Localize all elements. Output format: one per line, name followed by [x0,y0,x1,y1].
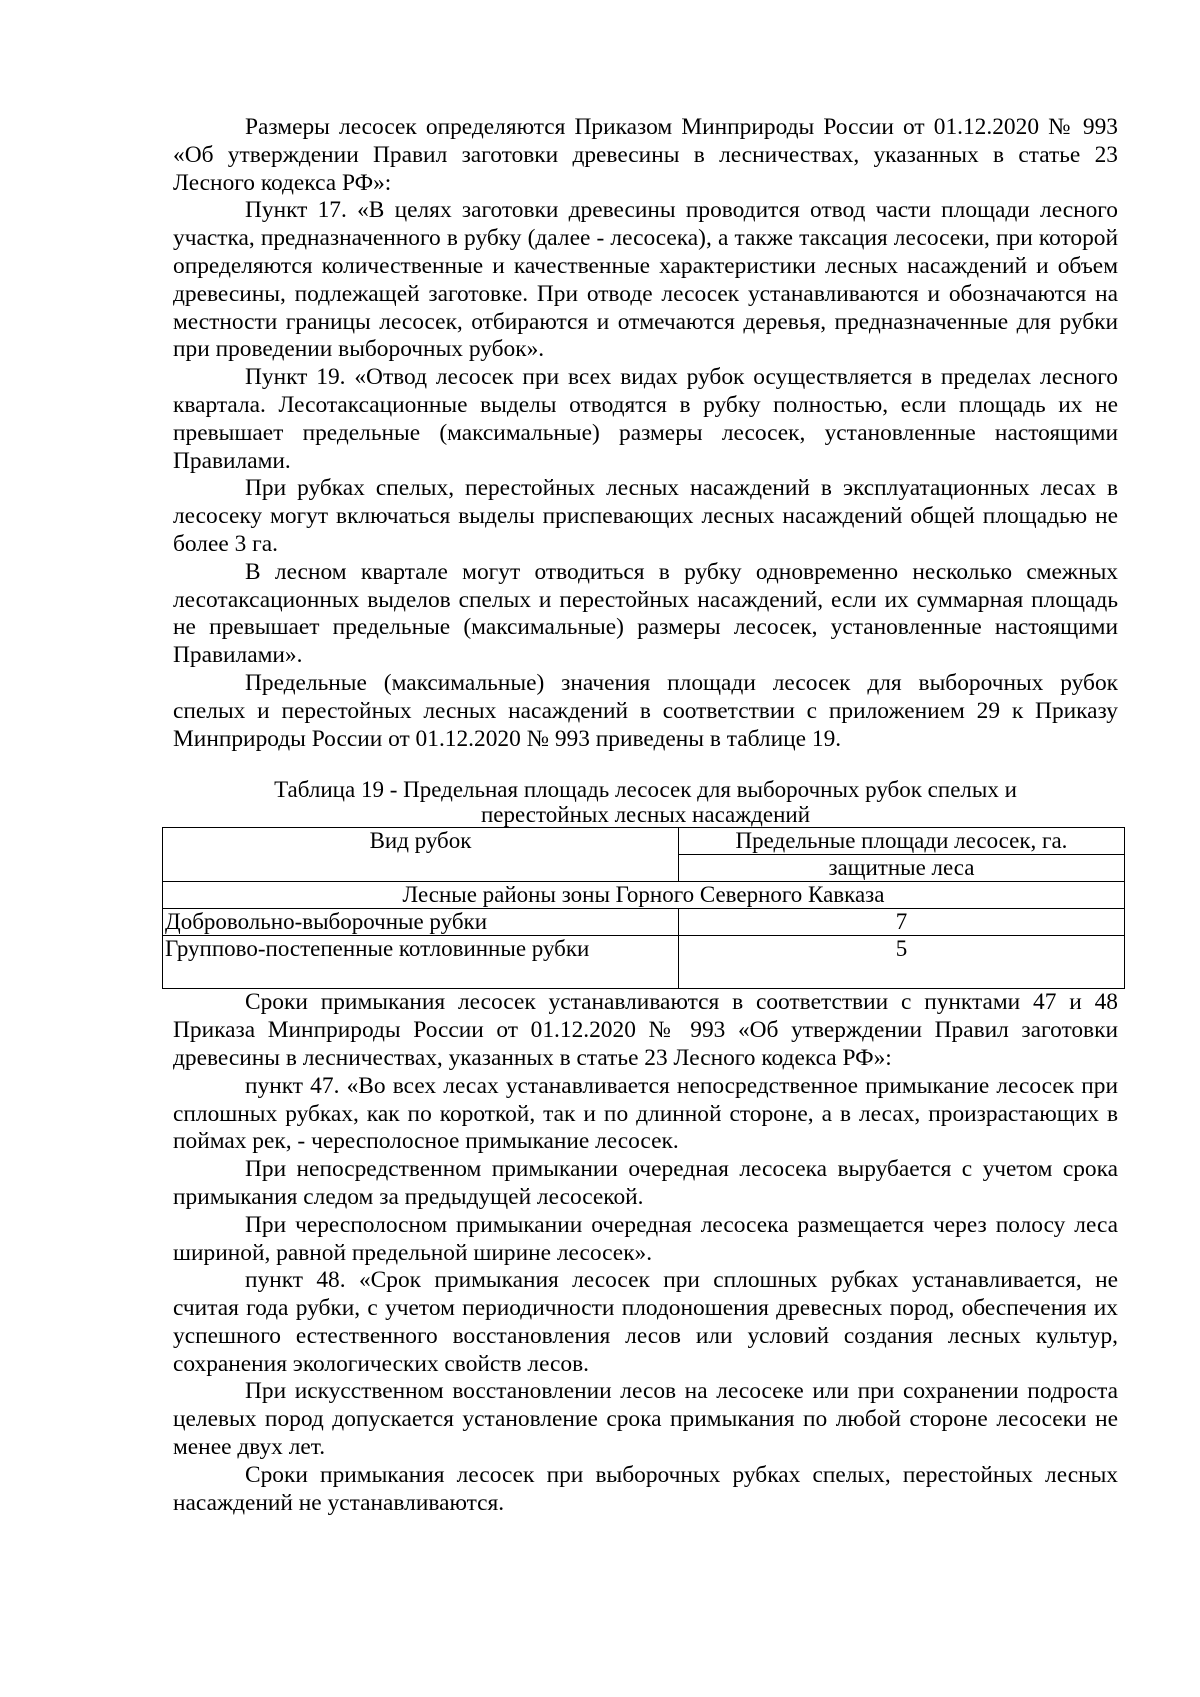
paragraph-item-19: Пункт 19. «Отвод лесосек при всех видах рубок осуществляется в пределах лесного квартала. Лесотаксационные выделы отводятся в рубку полностью, если площадь их не превышает предельные (максимальные) размеры лесосек, установленные настоящими Правилами. [173,364,1118,474]
table-header-row [163,828,1125,855]
paragraph-adjacency-terms: Сроки примыкания лесосек устанавливаются в соответствии с пунктами 47 и 48 Приказа Минприроды России от 01.12.2020 № 993 «Об утверждении Правил заготовки древесины в лесничествах, указанных в статье 23 Лесного кодекса РФ»: [173,989,1118,1071]
table-row [163,936,1125,989]
paragraph-direct-adjacency: При непосредственном примыкании очередная лесосека вырубается с учетом срока примыкания следом за предыдущей лесосекой. [173,1156,1118,1210]
table-caption-line-2: перестойных лесных насаждений [481,802,810,828]
document-page [165,114,1118,1517]
header-cutting-type: Вид рубок [163,828,679,882]
table-19 [162,827,1125,989]
table-section-row [163,882,1125,909]
cell-cutting-type: Добровольно-выборочные рубки [163,909,679,936]
cell-max-area: 7 [679,909,1125,936]
paragraph-intro: Размеры лесосек определяются Приказом Минприроды России от 01.12.2020 № 993 «Об утверждении Правил заготовки древесины в лесничествах, указанных в статье 23 Лесного кодекса РФ»: [173,114,1118,196]
paragraph-max-values: Предельные (максимальные) значения площади лесосек для выборочных рубок спелых и перестойных лесных насаждений в соответствии с приложением 29 к Приказу Минприроды России от 01.12.2020 № 993 приведены в таблице 19. [173,669,1118,752]
paragraph-mature-stands: При рубках спелых, перестойных лесных насаждений в эксплуатационных лесах в лесосеку могут включаться выделы приспевающих лесных насаждений общей площадью не более 3 га. [173,475,1118,557]
paragraph-item-48: пункт 48. «Срок примыкания лесосек при сплошных рубках устанавливается, не считая года рубки, с учетом периодичности плодоношения древесных пород, обеспечения их успешного естественного восстановления лесов или условий создания лесных культур, сохранения экологических свойств лесов. [173,1267,1118,1377]
cell-cutting-type: Группово-постепенные котловинные рубки [163,936,679,989]
table-caption [173,777,1118,827]
paragraph-artificial-regeneration: При искусственном восстановлении лесов на лесосеке или при сохранении подроста целевых пород допускается установление срока примыкания по любой стороне лесосеки не менее двух лет. [173,1378,1118,1461]
header-max-area: Предельные площади лесосек, га. [679,828,1125,855]
section-north-caucasus: Лесные районы зоны Горного Северного Кавказа [163,882,1125,909]
paragraph-selective-cutting: Сроки примыкания лесосек при выборочных рубках спелых, перестойных лесных насаждений не устанавливаются. [173,1461,1118,1516]
table-row [163,909,1125,936]
subheader-protective-forests: защитные леса [679,855,1125,882]
paragraph-item-17: Пункт 17. «В целях заготовки древесины проводится отвод части площади лесного участка, предназначенного в рубку (далее - лесосека), а также таксация лесосеки, при которой определяются количественные и качественные характеристики лесных насаждений и объем древесины, подлежащей заготовке. При отводе лесосек устанавливаются и обозначаются на местности границы лесосек, отбираются и отмечаются деревья, предназначенные для рубки при проведении выборочных рубок». [173,197,1118,363]
table-caption-line-1: Таблица 19 - Предельная площадь лесосек для выборочных рубок спелых и [274,777,1017,803]
paragraph-item-47: пункт 47. «Во всех лесах устанавливается непосредственное примыкание лесосек при сплошных рубках, как по короткой, так и по длинной стороне, а в лесах, произрастающих в поймах рек, - чересполосное примыкание лесосек. [173,1072,1118,1155]
paragraph-strip-adjacency: При чересполосном примыкании очередная лесосека размещается через полосу леса шириной, равной предельной ширине лесосек». [173,1211,1118,1266]
cell-max-area: 5 [679,936,1125,989]
paragraph-forest-quarter: В лесном квартале могут отводиться в рубку одновременно несколько смежных лесотаксационных выделов спелых и перестойных насаждений, если их суммарная площадь не превышает предельные (максимальные) размеры лесосек, установленные настоящими Правилами». [173,558,1118,669]
